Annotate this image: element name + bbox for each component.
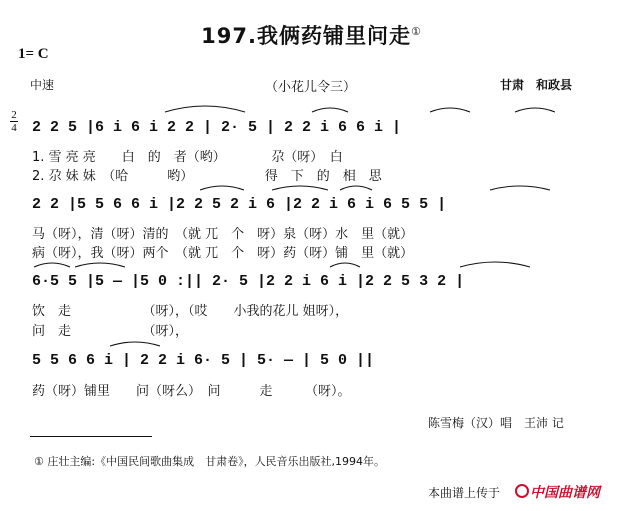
slur-row1-d [515, 108, 555, 112]
lyric-line-7: 药（呀）铺里 问（呀么） 问 走 （呀）。 [32, 384, 351, 399]
slur-row2-d [490, 186, 550, 190]
title-footnote-mark: ① [410, 25, 422, 38]
song-title: 197.我俩药铺里问走① [201, 24, 422, 48]
lyric-line-4: 病（呀），我（呀）两个 （就 兀 个 呀）药（呀）铺 里（就） [32, 246, 414, 261]
footnote: ① 庄壮主编:《中国民间歌曲集成 甘肃卷》，人民音乐出版社,1994年。 [34, 455, 386, 468]
slur-row3-d [460, 262, 530, 267]
slur-row2-c [340, 186, 372, 190]
key-signature: 1= C [18, 46, 49, 62]
notation-row-2: 2 2 |5 5 6 6 i |2 2 5 2 i 6 |2 2 i 6 i 6 5 5 | [32, 196, 447, 213]
slur-row3-a [34, 263, 70, 267]
slur-row4-a [110, 342, 160, 346]
tempo-marking: 中速 [30, 78, 55, 92]
notation-row-4: 5 5 6 6 i | 2 2 i 6· 5 | 5· — | 5 0 || [32, 352, 375, 369]
upload-credit: 本曲谱上传于 [428, 486, 501, 500]
slur-row3-b [75, 263, 125, 267]
slur-row3-c [330, 263, 360, 267]
slur-row1-c [430, 108, 470, 112]
song-subtitle: （小花儿令三） [265, 80, 357, 95]
lyric-line-1: 1. 雪 亮 亮 白 的 者（哟） 尕（呀） 白 [32, 150, 343, 165]
notation-row-1: 2 2 5 |6 i 6 i 2 2 | 2· 5 | 2 2 i 6 6 i | [32, 119, 402, 136]
notation-row-3: 6·5 5 |5 — |5 0 :|| 2· 5 |2 2 i 6 i |2 2 5 3 2 | [32, 273, 465, 290]
slur-row2-b [272, 186, 328, 190]
song-region: 甘肃 和政县 [500, 78, 573, 92]
time-signature-bottom: 4 [11, 122, 17, 134]
lyric-line-3: 马（呀），清（呀）清的 （就 兀 个 呀）泉（呀）水 里（就） [32, 227, 414, 242]
singer-credit: 陈雪梅（汉）唱 王沛 记 [428, 416, 564, 430]
lyric-line-5: 饮 走 （呀），（哎 小我的花儿 姐呀）， [32, 304, 349, 319]
lyric-line-6: 问 走 （呀）， [32, 324, 189, 339]
slur-row1-b [312, 108, 348, 112]
lyric-line-2: 2. 尕 妹 妹 （哈 哟） 得 下 的 相 思 [32, 169, 382, 184]
time-signature-top: 2 [11, 109, 17, 121]
site-logo[interactable]: 中国曲谱网 [530, 485, 600, 501]
slur-row1-a [165, 106, 245, 112]
slur-row2-a [200, 186, 244, 190]
